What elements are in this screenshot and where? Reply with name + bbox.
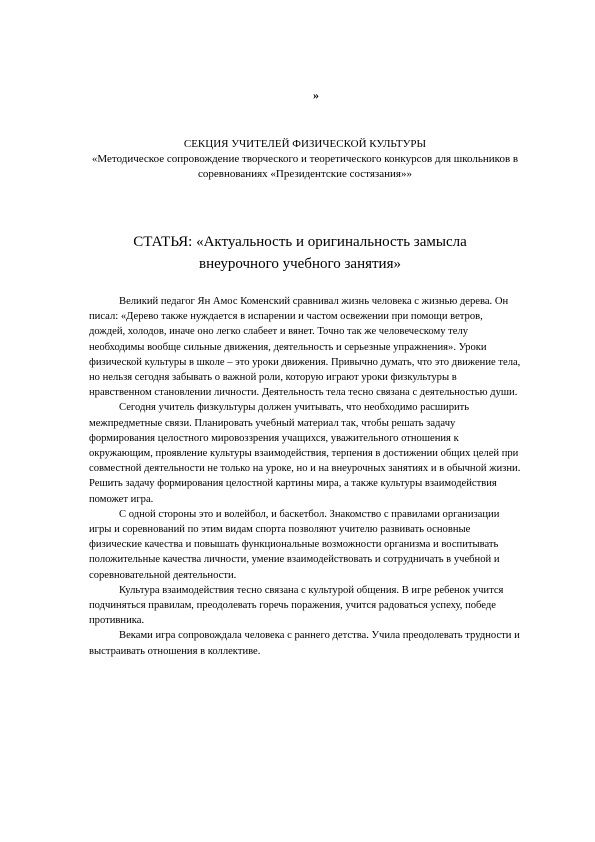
- section-header: [60, 137, 550, 182]
- paragraph: С одной стороны это и волейбол, и баскетбол. Знакомство с правилами организации игры и соревнований по этим видам спорта позволяют учителю развивать основные физические качества и повышать функциональные возможности организма и воспитывать положительные качества личности, умение взаимодействовать и сотрудничать в учебной и соревновательной деятельности.: [89, 508, 500, 581]
- section-subtitle: «Методическое сопровождение творческого и теоретического конкурсов для школьников в соревнованиях «Президентские состязания»»: [91, 153, 519, 180]
- article-body: [89, 294, 521, 659]
- paragraph: Веками игра сопровождала человека с раннего детства. Учила преодолевать трудности и выстраивать отношения в коллективе.: [89, 630, 520, 657]
- article-title: СТАТЬЯ: «Актуальность и оригинальность замысла внеурочного учебного занятия»: [133, 234, 467, 272]
- header-mark: »: [313, 88, 319, 102]
- paragraph: Культура взаимодействия тесно связана с культурой общения. В игре ребенок учится подчиняться правилам, преодолевать горечь поражения, учится радоваться успеху, победе противника.: [89, 584, 504, 627]
- paragraph: Великий педагог Ян Амос Коменский сравнивал жизнь человека с жизнью дерева. Он писал: «Дерево также нуждается в испарении и частом освежении при помощи ветров, дождей, холодов, иначе оно легко слабеет и вянет. Точно так же человеческому телу необходимы вообще сильные движения, деятельность и серьезные упражнения». Уроки физической культуры в школе – это уроки движения. Привычно думать, что это движение тела, но нельзя сегодня забывать о важной роли, которую играют уроки физкультуры в нравственном становлении личности. Деятельность тела тесно связана с деятельностью души.: [89, 296, 521, 399]
- paragraph: Сегодня учитель физкультуры должен учитывать, что необходимо расширить межпредметные связи. Планировать учебный материал так, чтобы решать задачу формирования целостного мировоззрения учащихся, уважительного отношения к окружающим, проявление культуры взаимодействия, терпения в достижении общих целей при совместной деятельности не только на уроке, но и на внеурочных занятиях и в обычной жизни. Решить задачу формирования целостной картины мира, а также культуры взаимодействия поможет игра.: [89, 402, 521, 505]
- section-title: СЕКЦИЯ УЧИТЕЛЕЙ ФИЗИЧЕСКОЙ КУЛЬТУРЫ: [183, 138, 427, 150]
